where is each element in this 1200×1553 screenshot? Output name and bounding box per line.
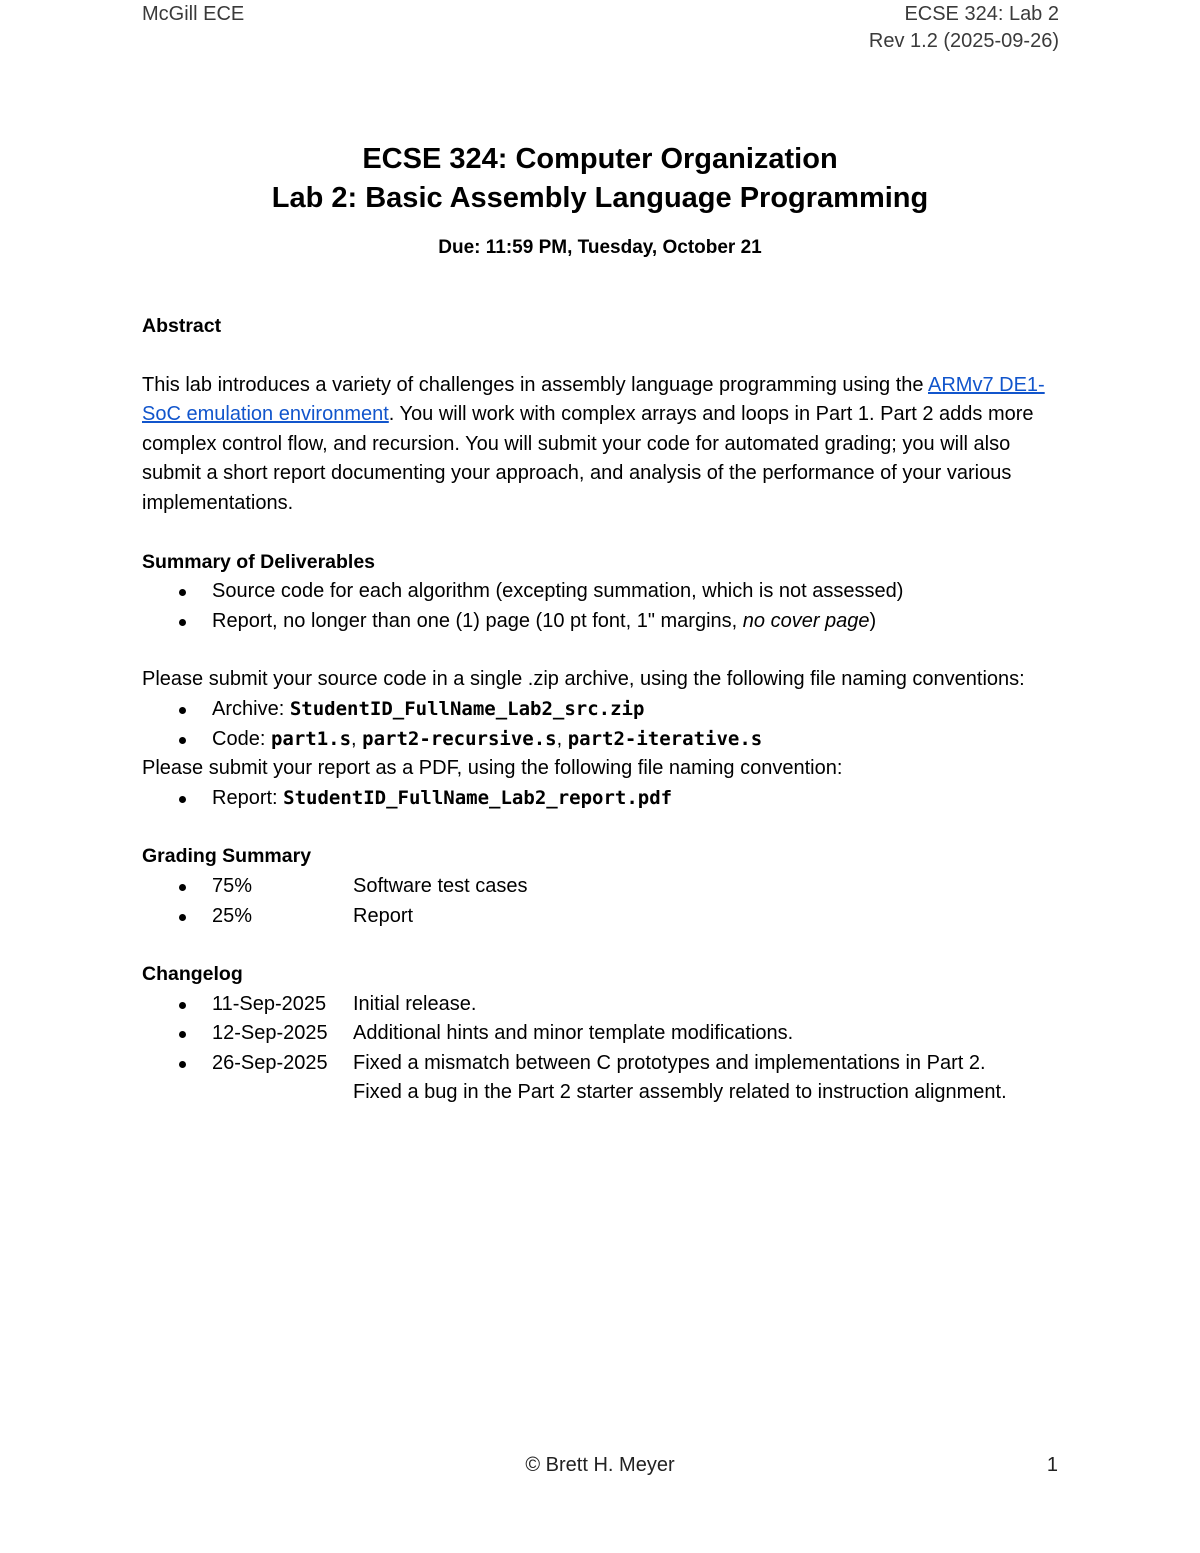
list-item: 25% Report [142,902,1067,932]
emulator-link[interactable]: ARMv7 DE1-SoC emulation environment [142,373,1045,426]
report-intro: Please submit your report as a PDF, using the following file naming convention: [142,757,843,780]
header-revision: Rev 1.2 (2025-09-26) [868,30,1059,52]
source-files-list [142,695,1067,754]
report-file-list [142,784,1067,814]
changelog-list [142,990,1067,1108]
list-item: Archive: StudentID_FullName_Lab2_src.zip [142,695,1067,725]
list-item: 75% Software test cases [142,872,1067,902]
archive-filename: StudentID_FullName_Lab2_src.zip [289,697,645,720]
report-filename: StudentID_FullName_Lab2_report.pdf [283,786,673,809]
list-item: Report, no longer than one (1) page (10 pt font, 1" margins, no cover page) [142,607,1067,637]
abstract-heading: Abstract [142,315,222,337]
list-item: Report: StudentID_FullName_Lab2_report.pdf [142,784,1067,814]
submission-intro: Please submit your source code in a single .zip archive, using the following file naming conventions: [142,668,1025,691]
grading-list [142,872,1067,931]
grading-heading: Grading Summary [142,845,312,868]
list-item: Source code for each algorithm (excepting summation, which is not assessed) [142,577,1067,607]
footer-copyright: © Brett H. Meyer [525,1454,675,1476]
document-body [142,312,1067,1108]
deliverables-heading: Summary of Deliverables [142,550,376,573]
code-filename: part2-iterative.s [567,727,763,750]
abstract-text: This lab introduces a variety of challenges in assembly language programming using the ARMv7 DE1-SoC emulation environment. You will work with complex arrays and loops in Part 1. Part 2 adds more complex control flow, and recursion. You will submit your code for automated grading; you will also submit a short report documenting your approach, and analysis of the performance of your various implementations. [142,373,1045,514]
lab-title: Lab 2: Basic Assembly Language Programming [271,182,929,214]
header-left: McGill ECE [142,3,245,25]
list-item: Code: part1.s, part2-recursive.s, part2-iterative.s [142,725,1067,755]
list-item: 12-Sep-2025 Additional hints and minor template modifications. [142,1019,1067,1049]
page-number: 1 [1046,1454,1058,1476]
due-date: Due: 11:59 PM, Tuesday, October 21 [438,237,762,258]
code-filename: part1.s [270,727,352,750]
code-filename: part2-recursive.s [362,727,557,750]
header-course: ECSE 324: Lab 2 [904,3,1059,25]
course-title: ECSE 324: Computer Organization [362,143,838,175]
list-item: 11-Sep-2025 Initial release. [142,990,1067,1020]
list-item: 26-Sep-2025 Fixed a mismatch between C prototypes and implementations in Part 2. Fixed a bug in the Part 2 starter assembly related to instruction alignment. [142,1049,1067,1108]
changelog-heading: Changelog [142,963,243,986]
header-right [869,1,1059,55]
deliverables-list [142,577,1067,636]
title-block [0,140,1200,259]
